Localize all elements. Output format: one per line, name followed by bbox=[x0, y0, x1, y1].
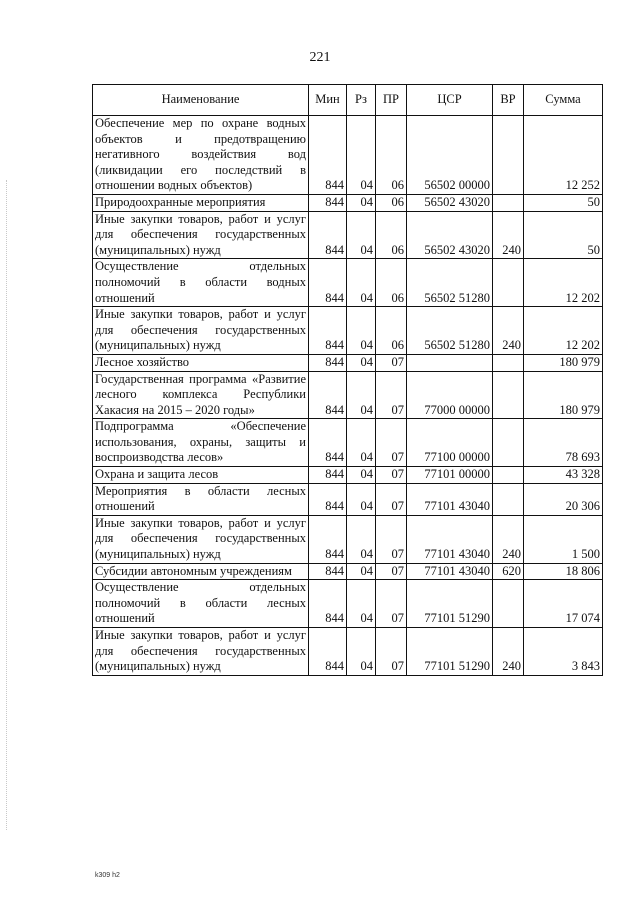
cell-rz: 04 bbox=[347, 194, 376, 211]
cell-pr: 07 bbox=[376, 483, 407, 515]
cell-name: Мероприятия в области лесных отношений bbox=[93, 483, 309, 515]
cell-min: 844 bbox=[309, 307, 347, 355]
cell-pr: 06 bbox=[376, 194, 407, 211]
cell-csr: 56502 51280 bbox=[407, 307, 493, 355]
cell-pr: 06 bbox=[376, 211, 407, 259]
cell-vr: 240 bbox=[493, 211, 524, 259]
cell-csr: 77101 43040 bbox=[407, 515, 493, 563]
table-row bbox=[93, 194, 603, 211]
cell-pr: 07 bbox=[376, 563, 407, 580]
table-row bbox=[93, 419, 603, 467]
table-row bbox=[93, 116, 603, 195]
cell-csr: 56502 00000 bbox=[407, 116, 493, 195]
header-vr: ВР bbox=[493, 85, 524, 116]
cell-rz: 04 bbox=[347, 483, 376, 515]
cell-pr: 07 bbox=[376, 580, 407, 628]
cell-name: Государственная программа «Развитие лесного комплекса Республики Хакасия на 2015 – 2020 годы» bbox=[93, 371, 309, 419]
cell-sum: 50 bbox=[524, 211, 603, 259]
cell-pr: 07 bbox=[376, 515, 407, 563]
cell-sum: 43 328 bbox=[524, 467, 603, 484]
cell-name: Иные закупки товаров, работ и услуг для обеспечения государственных (муниципальных) нужд bbox=[93, 628, 309, 676]
cell-name: Подпрограмма «Обеспечение использования, охраны, защиты и воспроизводства лесов» bbox=[93, 419, 309, 467]
table-row bbox=[93, 211, 603, 259]
cell-sum: 78 693 bbox=[524, 419, 603, 467]
cell-min: 844 bbox=[309, 580, 347, 628]
cell-rz: 04 bbox=[347, 563, 376, 580]
table-row bbox=[93, 628, 603, 676]
cell-sum: 20 306 bbox=[524, 483, 603, 515]
cell-min: 844 bbox=[309, 354, 347, 371]
cell-name: Осуществление отдельных полномочий в области лесных отношений bbox=[93, 580, 309, 628]
cell-vr bbox=[493, 483, 524, 515]
page-number: 221 bbox=[309, 50, 331, 65]
cell-min: 844 bbox=[309, 116, 347, 195]
cell-min: 844 bbox=[309, 259, 347, 307]
cell-name: Иные закупки товаров, работ и услуг для обеспечения государственных (муниципальных) нужд bbox=[93, 515, 309, 563]
cell-name: Природоохранные мероприятия bbox=[93, 194, 309, 211]
cell-min: 844 bbox=[309, 211, 347, 259]
cell-min: 844 bbox=[309, 563, 347, 580]
table-row bbox=[93, 483, 603, 515]
cell-vr bbox=[493, 259, 524, 307]
table-row bbox=[93, 467, 603, 484]
cell-pr: 06 bbox=[376, 307, 407, 355]
table-row bbox=[93, 580, 603, 628]
cell-rz: 04 bbox=[347, 371, 376, 419]
cell-vr bbox=[493, 580, 524, 628]
cell-vr bbox=[493, 116, 524, 195]
cell-csr: 77101 43040 bbox=[407, 483, 493, 515]
cell-csr: 77000 00000 bbox=[407, 371, 493, 419]
cell-rz: 04 bbox=[347, 580, 376, 628]
budget-table bbox=[92, 84, 603, 676]
cell-min: 844 bbox=[309, 483, 347, 515]
cell-rz: 04 bbox=[347, 211, 376, 259]
cell-rz: 04 bbox=[347, 116, 376, 195]
cell-pr: 07 bbox=[376, 419, 407, 467]
cell-min: 844 bbox=[309, 515, 347, 563]
cell-name: Иные закупки товаров, работ и услуг для обеспечения государственных (муниципальных) нужд bbox=[93, 211, 309, 259]
cell-csr bbox=[407, 354, 493, 371]
cell-vr bbox=[493, 194, 524, 211]
table-row bbox=[93, 307, 603, 355]
cell-min: 844 bbox=[309, 467, 347, 484]
cell-rz: 04 bbox=[347, 259, 376, 307]
header-pr: ПР bbox=[376, 85, 407, 116]
cell-sum: 180 979 bbox=[524, 371, 603, 419]
cell-sum: 12 252 bbox=[524, 116, 603, 195]
cell-name: Субсидии автономным учреждениям bbox=[93, 563, 309, 580]
cell-vr bbox=[493, 371, 524, 419]
scan-edge-artifact bbox=[6, 180, 8, 830]
cell-sum: 17 074 bbox=[524, 580, 603, 628]
table-row bbox=[93, 354, 603, 371]
cell-name: Осуществление отдельных полномочий в области водных отношений bbox=[93, 259, 309, 307]
cell-vr: 240 bbox=[493, 307, 524, 355]
cell-csr: 77100 00000 bbox=[407, 419, 493, 467]
cell-rz: 04 bbox=[347, 515, 376, 563]
cell-vr: 240 bbox=[493, 515, 524, 563]
cell-vr bbox=[493, 354, 524, 371]
cell-sum: 1 500 bbox=[524, 515, 603, 563]
cell-sum: 18 806 bbox=[524, 563, 603, 580]
cell-min: 844 bbox=[309, 194, 347, 211]
cell-min: 844 bbox=[309, 419, 347, 467]
cell-sum: 12 202 bbox=[524, 259, 603, 307]
cell-pr: 07 bbox=[376, 467, 407, 484]
cell-csr: 56502 51280 bbox=[407, 259, 493, 307]
cell-rz: 04 bbox=[347, 628, 376, 676]
header-sum: Сумма bbox=[524, 85, 603, 116]
footer-code: k309 h2 bbox=[95, 872, 120, 879]
cell-csr: 77101 43040 bbox=[407, 563, 493, 580]
table-row bbox=[93, 563, 603, 580]
cell-rz: 04 bbox=[347, 307, 376, 355]
table-row bbox=[93, 371, 603, 419]
cell-rz: 04 bbox=[347, 354, 376, 371]
header-rz: Рз bbox=[347, 85, 376, 116]
cell-sum: 3 843 bbox=[524, 628, 603, 676]
cell-csr: 56502 43020 bbox=[407, 211, 493, 259]
cell-name: Охрана и защита лесов bbox=[93, 467, 309, 484]
cell-sum: 12 202 bbox=[524, 307, 603, 355]
cell-rz: 04 bbox=[347, 419, 376, 467]
cell-pr: 06 bbox=[376, 116, 407, 195]
cell-min: 844 bbox=[309, 628, 347, 676]
table-header-row bbox=[93, 85, 603, 116]
cell-vr bbox=[493, 467, 524, 484]
cell-name: Лесное хозяйство bbox=[93, 354, 309, 371]
cell-name: Обеспечение мер по охране водных объектов и предотвращению негативного воздействия вод (ликвидации его последствий в отношении водных объектов) bbox=[93, 116, 309, 195]
header-min: Мин bbox=[309, 85, 347, 116]
cell-vr: 620 bbox=[493, 563, 524, 580]
cell-pr: 07 bbox=[376, 371, 407, 419]
cell-csr: 56502 43020 bbox=[407, 194, 493, 211]
cell-vr: 240 bbox=[493, 628, 524, 676]
table-row bbox=[93, 259, 603, 307]
cell-name: Иные закупки товаров, работ и услуг для обеспечения государственных (муниципальных) нужд bbox=[93, 307, 309, 355]
header-csr: ЦСР bbox=[407, 85, 493, 116]
cell-pr: 07 bbox=[376, 354, 407, 371]
cell-pr: 06 bbox=[376, 259, 407, 307]
cell-sum: 50 bbox=[524, 194, 603, 211]
cell-csr: 77101 51290 bbox=[407, 628, 493, 676]
cell-min: 844 bbox=[309, 371, 347, 419]
cell-rz: 04 bbox=[347, 467, 376, 484]
cell-pr: 07 bbox=[376, 628, 407, 676]
cell-vr bbox=[493, 419, 524, 467]
cell-sum: 180 979 bbox=[524, 354, 603, 371]
cell-csr: 77101 00000 bbox=[407, 467, 493, 484]
header-name: Наименование bbox=[93, 85, 309, 116]
cell-csr: 77101 51290 bbox=[407, 580, 493, 628]
table-row bbox=[93, 515, 603, 563]
